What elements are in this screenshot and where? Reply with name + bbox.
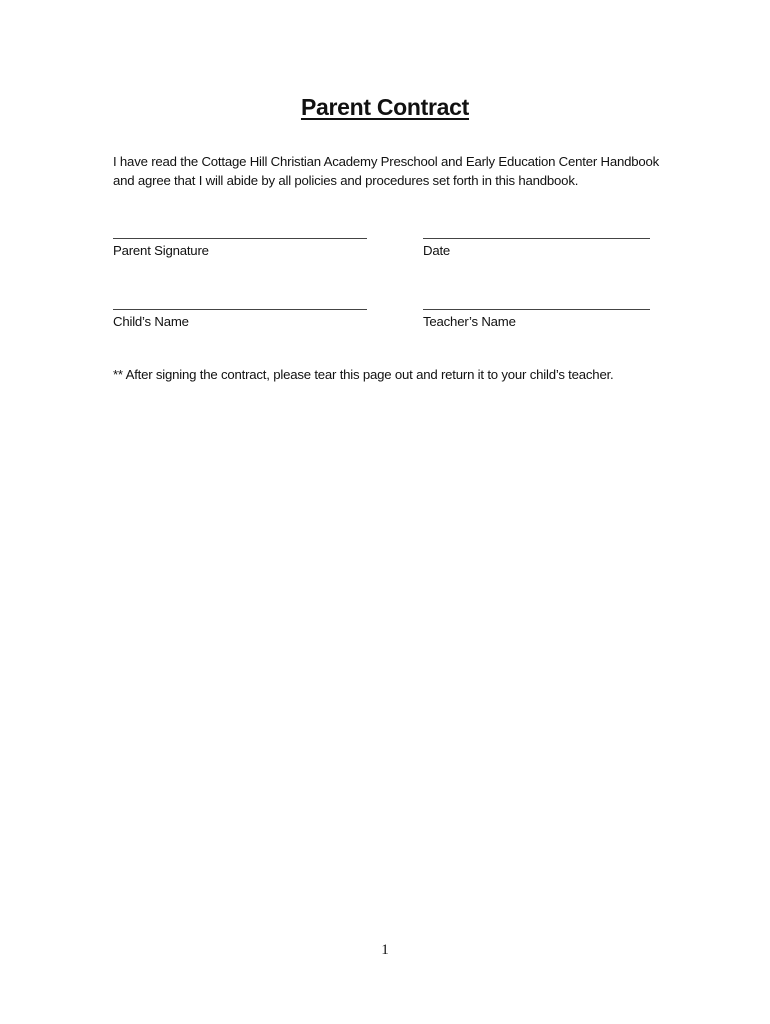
child-name-line[interactable]	[113, 309, 367, 310]
parent-signature-label: Parent Signature	[113, 243, 209, 258]
date-line[interactable]	[423, 238, 650, 239]
page-number: 1	[381, 942, 389, 958]
intro-line: I have read the Cottage Hill Christian Academy Preschool and Early Education Center Handbook	[113, 154, 660, 169]
page-title: Parent Contract	[300, 94, 470, 120]
child-name-label: Child’s Name	[113, 314, 189, 329]
intro-paragraph	[113, 152, 673, 190]
return-instructions-note: ** After signing the contract, please tear this page out and return it to your child’s teacher.	[113, 367, 614, 382]
teacher-name-line[interactable]	[423, 309, 650, 310]
date-label: Date	[423, 243, 451, 258]
intro-line: and agree that I will abide by all policies and procedures set forth in this handbook.	[113, 173, 579, 188]
teacher-name-label: Teacher’s Name	[423, 314, 516, 329]
parent-signature-line[interactable]	[113, 238, 367, 239]
